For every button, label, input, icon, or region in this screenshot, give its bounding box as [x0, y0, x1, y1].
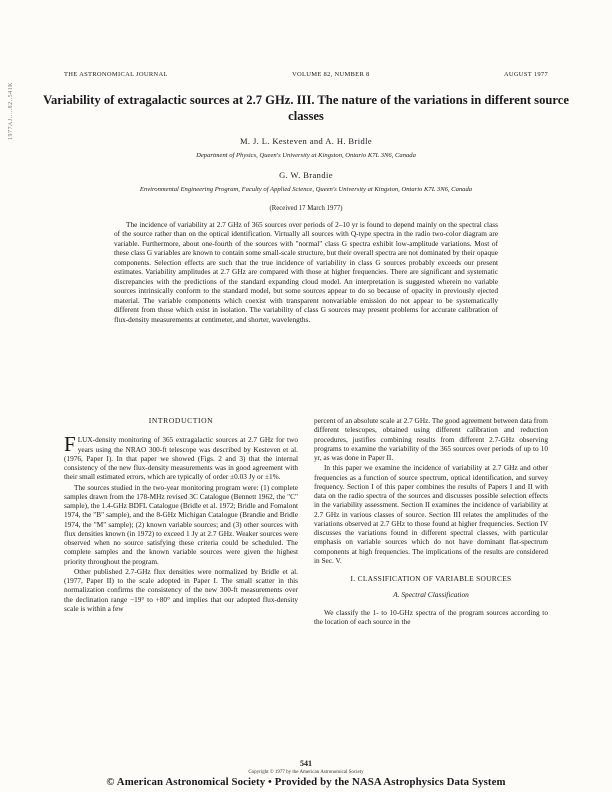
author-list: M. J. L. Kesteven and A. H. Bridle [239, 136, 373, 146]
ads-footer: © American Astronomical Society • Provided by the NASA Astrophysics Data System [106, 776, 506, 788]
section-heading-classification: I. CLASSIFICATION OF VARIABLE SOURCES [350, 574, 512, 583]
drop-cap: F [64, 432, 76, 457]
paragraph-text: LUX-density monitoring of 365 extragalactic sources at 2.7 GHz for two years using the NRAO 300-ft telescope was described by Kesteven et al. (1976, Paper I). In that paper we showed (Figs. 2 and 3) that the internal consistency of the new flux-density measurements was in good agreement with their small estimated errors, which are typically of order ±0.03 Jy or ±1%. [64, 435, 298, 482]
received-date: (Received 17 March 1977) [269, 205, 343, 212]
paragraph [64, 432, 298, 482]
volume-number: VOLUME 82, NUMBER 8 [292, 71, 370, 78]
paragraph: We classify the 1- to 10-GHz spectra of the program sources according to the location of each source in the [314, 607, 548, 626]
section-heading-introduction: INTRODUCTION [148, 416, 214, 425]
abstract: The incidence of variability at 2.7 GHz of 365 sources over periods of 2–10 yr is found to depend mainly on the spectral class of the source rather than on the optical identification. Virtually all sources with Q-type spectra in the radio two-color diagram are variable. Furthermore, about one-fourth of the sources with "normal" class G spectra exhibit low-amplitude variations. Most of these class G variables are known to contain some small-scale structure, but their overall spectra are not dominated by their opaque components. Selection effects are such that the true incidence of variability in class G sources probably exceeds our present estimates. Variability amplitudes at 2.7 GHz are compared with those at higher frequencies. There are significant and systematic discrepancies with the predictions of the standard expanding cloud model. An interpretation is suggested wherein no variable sources intrinsically conform to the standard model, but some sources appear to do so because of opacity in previously ejected material. The variable components which coexist with transparent nonvariable emission do not appear to be systematically different from those which exist in isolation. The variability of class G sources may present problems for accurate calibration of flux-density measurements at centimeter, and shorter, wavelengths. [114, 220, 498, 324]
author-second: G. W. Brandie [279, 170, 333, 180]
subsection-heading-spectral: A. Spectral Classification [393, 590, 469, 600]
issue-date: AUGUST 1977 [503, 71, 548, 78]
affiliation-1: Department of Physics, Queen's University at Kingston, Ontario K7L 3N6, Canada [196, 152, 416, 159]
right-column [314, 416, 548, 626]
copyright-line: Copyright © 1977 by the American Astronomical Society [248, 770, 364, 775]
left-column [64, 416, 298, 613]
ads-bibcode-stamp: 1977AJ.....82..541K [8, 81, 14, 140]
affiliation-2: Environmental Engineering Program, Faculty of Applied Science, Queen's University at Kingston, Ontario K7L 3N6, Canada [139, 186, 473, 193]
journal-name: THE ASTRONOMICAL JOURNAL [64, 71, 168, 78]
paragraph: Other published 2.7-GHz flux densities were normalized by Bridle et al. (1977, Paper II) to the scale adopted in Paper I. The small scatter in this normalization confirms the consistency of the new 300-ft measurements over the declination range −19° to +80° and implies that our adopted flux-density scale is within a few [64, 566, 298, 613]
paragraph: percent of an absolute scale at 2.7 GHz. The good agreement between data from different telescopes, obtained using different calibration and reduction procedures, justifies combining results from different 2.7-GHz observing programs to examine the variability of the 365 sources over periods of up to 10 yr, as was done in Paper II. [314, 416, 548, 462]
paragraph: The sources studied in the two-year monitoring program were: (1) complete samples drawn from the 178-MHz revised 3C Catalogue (Bennett 1962, the "C" sample), the 1.4-GHz BDFL Catalogue (Bridle et al. 1972; Bridle and Fomalont 1974, the "B" sample), and the 8-GHz Michigan Catalogue (Brandie and Bridle 1974, the "M" sample); (2) known variable sources; and (3) other sources with flux densities known (in 1972) to exceed 1 Jy at 2.7 GHz. Weaker sources were observed when no source satisfying these criteria could be scheduled. The complete samples and the known variable sources were given the highest priority throughout the program. [64, 482, 298, 566]
page-number: 541 [300, 759, 312, 768]
paper-title: Variability of extragalactic sources at 2.7 GHz. III. The nature of the variations in different source classes [43, 93, 569, 123]
paragraph: In this paper we examine the incidence of variability at 2.7 GHz and other frequencies as a function of source spectrum, optical identification, and survey frequency. Section I of this paper combines the results of Papers I and II with data on the radio spectra of the sources and discusses possible selection effects in the variability assessment. Section II examines the incidence of variability at 2.7 GHz in various classes of source. Section III relates the amplitudes of the variations observed at 2.7 GHz to those found at higher frequencies. Section IV discusses the variations found in different spectral classes, with particular emphasis on variable sources which do not have dominant flat-spectrum components at high frequencies. The implications of the results are considered in Sec. V. [314, 463, 548, 565]
